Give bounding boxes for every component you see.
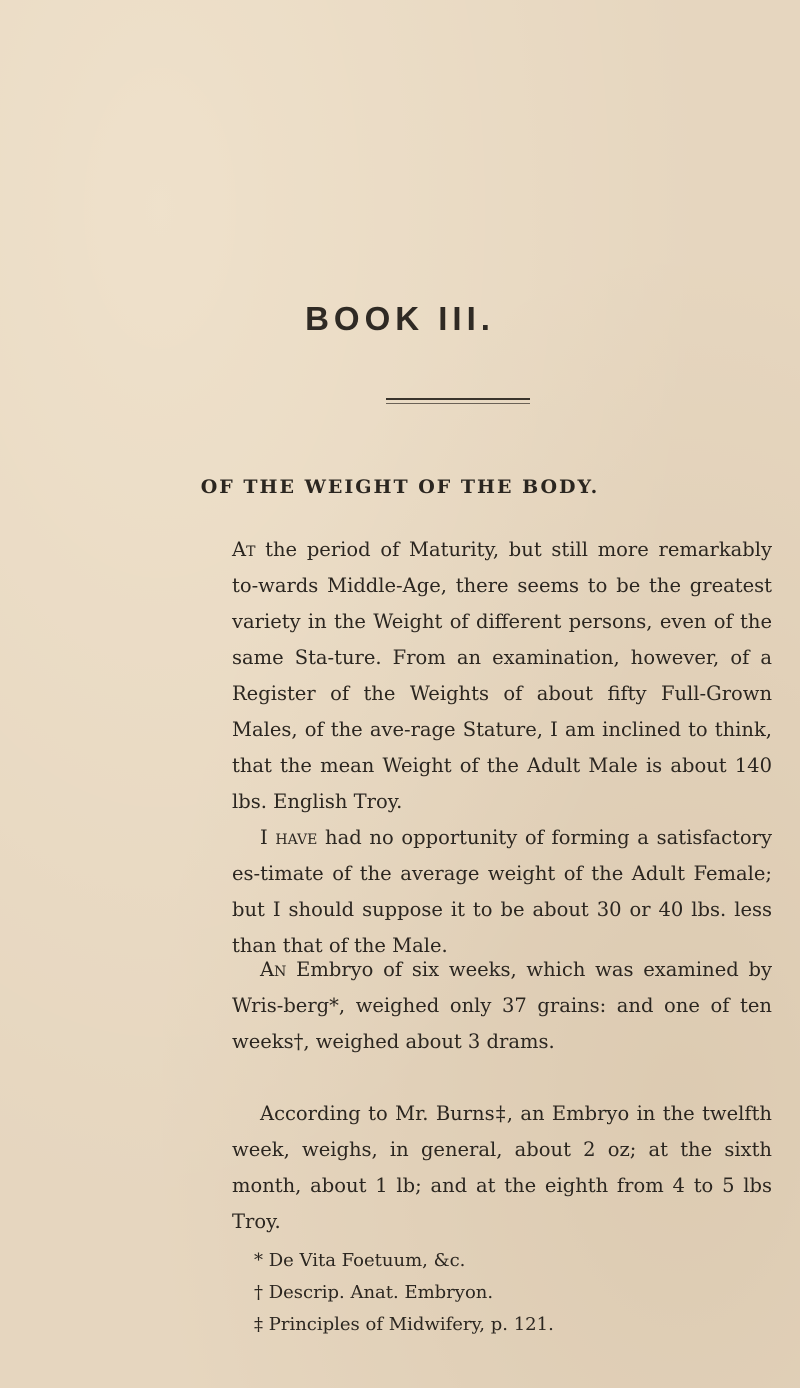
- paragraph-4-body: According to Mr. Burns‡, an Embryo in the twelfth week, weighs, in general, about 2 oz; at the sixth month, about 1 lb; and at the eighth from 4 to 5 lbs Troy.: [232, 1102, 772, 1233]
- paragraph-2-lead: I have: [260, 826, 318, 849]
- paragraph-2-body: had no opportunity of forming a satisfactory es-timate of the average weight of the Adult Female; but I should suppose it to be about 30 or 40 lbs. less than that of the Male.: [232, 826, 773, 957]
- paragraph-3-body: Embryo of six weeks, which was examined by Wris-berg*, weighed only 37 grains: and one of ten weeks†, weighed about 3 drams.: [232, 958, 772, 1053]
- paragraph-1-body: the period of Maturity, but still more remarkably to-wards Middle-Age, there seems to be the greatest variety in the Weight of different persons, even of the same Sta-ture. From an examination, however, of a Register of the Weights of about fifty Full-Grown Males, of the ave-rage Stature, I am inclined to think, that the mean Weight of the Adult Male is about 140 lbs. English Troy.: [232, 538, 772, 813]
- title-divider: [386, 398, 530, 400]
- paragraph-1-lead: At: [232, 538, 256, 561]
- paragraph-1: [232, 532, 772, 820]
- chapter-title: OF THE WEIGHT OF THE BODY.: [200, 476, 600, 498]
- footnotes: [254, 1245, 554, 1341]
- book-title: BOOK III.: [305, 300, 495, 337]
- paragraph-3-lead: An: [260, 958, 287, 981]
- footnote-2: † Descrip. Anat. Embryon.: [254, 1282, 494, 1303]
- footnote-1: * De Vita Foetuum, &c.: [254, 1250, 466, 1271]
- paragraph-2: [232, 820, 772, 964]
- paragraph-3: [232, 952, 772, 1060]
- footnote-3: ‡ Principles of Midwifery, p. 121.: [254, 1314, 554, 1335]
- title-divider-thin: [386, 403, 530, 404]
- paragraph-4: [232, 1096, 772, 1240]
